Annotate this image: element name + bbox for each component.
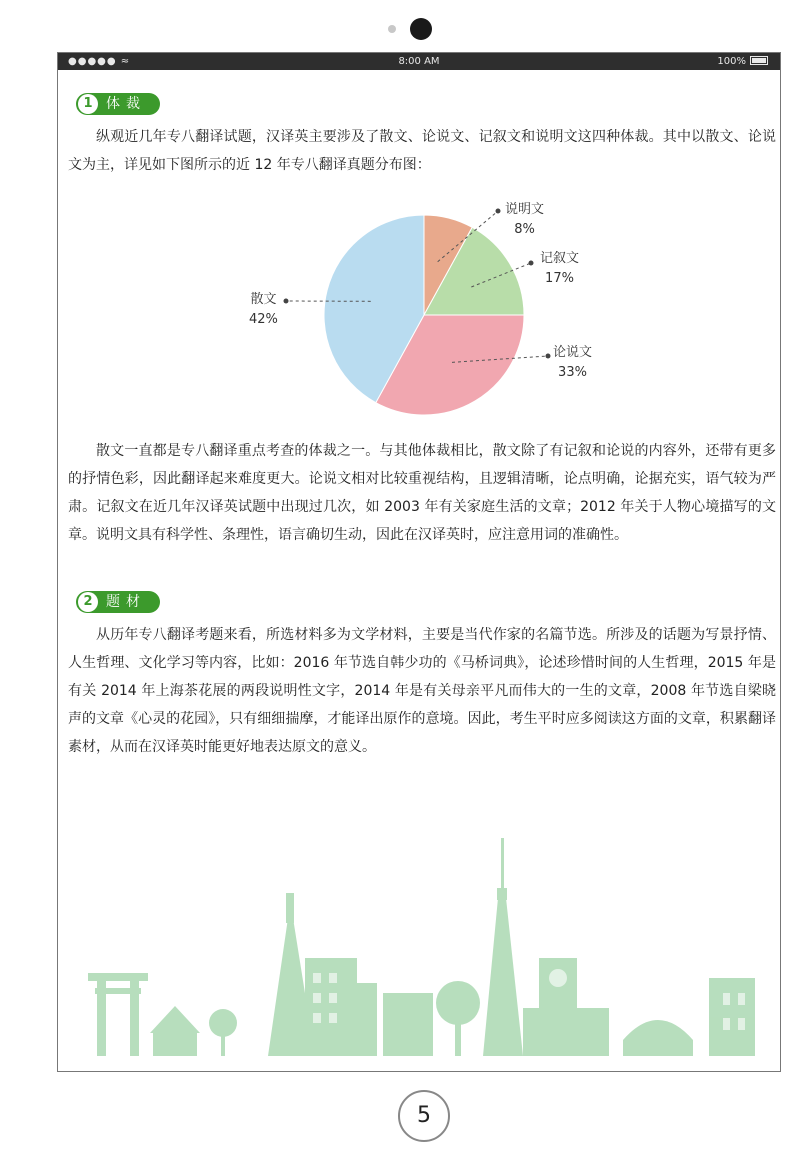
pie-label-argumentative xyxy=(553,343,592,383)
status-time: 8:00 AM xyxy=(398,56,440,67)
pie-label-expository xyxy=(505,200,544,240)
battery-indicator xyxy=(717,53,768,70)
slice-value-label: 8% xyxy=(514,222,535,237)
battery-percent: 100% xyxy=(717,56,746,67)
paragraph-intro: 纵观近几年专八翻译试题，汉译英主要涉及了散文、论说文、记叙文和说明文这四种体裁。其中以散文、论说文为主，详见如下图所示的近 12 年专八翻译真题分布图： xyxy=(68,129,776,173)
sensor-dot xyxy=(388,25,396,33)
slice-label: 说明文 xyxy=(505,202,545,217)
pie-label-narrative xyxy=(540,249,579,289)
slice-label: 论说文 xyxy=(553,345,593,360)
section-number: 1 xyxy=(78,94,98,114)
tablet-screen xyxy=(57,52,781,1072)
building-shape xyxy=(523,1008,609,1056)
house-shape xyxy=(150,1006,200,1033)
camera-lens xyxy=(410,18,432,40)
paragraph-topic-analysis: 从历年专八翻译考题来看，所选材料多为文学材料，主要是当代作家的名篇节选。所涉及的话题为写景抒情、人生哲理、文化学习等内容，比如：2016 年节选自韩少功的《马桥词典》，论述珍惜时间的人生哲理，2015 年是有关 2014 年上海茶花展的两段说明性文字，2014 年是有关母亲平凡而伟大的一生的文章，2008 年节选自梁晓声的文章《心灵的花园》，只有细细揣摩，才能译出原作的意境。因此，考生平时应多阅读这方面的文章，积累翻译素材，从而在汉译英时能更好地表达原文的意义。 xyxy=(68,627,776,755)
slice-label: 散文 xyxy=(250,292,277,307)
dome-shape xyxy=(623,1020,693,1056)
leader-dot xyxy=(529,261,534,266)
battery-icon xyxy=(750,56,768,65)
status-bar xyxy=(58,53,780,70)
section-heading-genre xyxy=(76,93,160,115)
section-number: 2 xyxy=(78,592,98,612)
torii-gate-shape xyxy=(88,973,148,981)
leader-dot xyxy=(284,299,289,304)
slice-value-label: 33% xyxy=(558,365,587,380)
section-heading-topic xyxy=(76,591,160,613)
pie-label-prose xyxy=(249,290,278,330)
section-title: 体裁 xyxy=(106,96,146,112)
leader-dot xyxy=(546,354,551,359)
city-skyline-illustration xyxy=(83,778,763,1063)
leader-dot xyxy=(496,209,501,214)
page-number: 5 xyxy=(398,1090,450,1142)
section-title: 题材 xyxy=(106,594,146,610)
paragraph-genre-analysis: 散文一直都是专八翻译重点考查的体裁之一。与其他体裁相比，散文除了有记叙和论说的内容外，还带有更多的抒情色彩，因此翻译起来难度更大。论说文相对比较重视结构，且逻辑清晰，论点明确，论据充实，语气较为严肃。记叙文在近几年汉译英试题中出现过几次，如 2003 年有关家庭生活的文章；2012 年关于人物心境描写的文章。说明文具有科学性、条理性，语言确切生动，因此在汉译英时，应注意用词的准确性。 xyxy=(68,443,776,543)
slice-value-label: 42% xyxy=(249,312,278,327)
building-shape xyxy=(709,978,755,1056)
slice-value-label: 17% xyxy=(545,271,574,286)
slice-label: 记叙文 xyxy=(540,251,580,266)
signal-indicator: ●●●●● ≈ xyxy=(68,56,131,67)
pie-chart xyxy=(58,193,781,433)
